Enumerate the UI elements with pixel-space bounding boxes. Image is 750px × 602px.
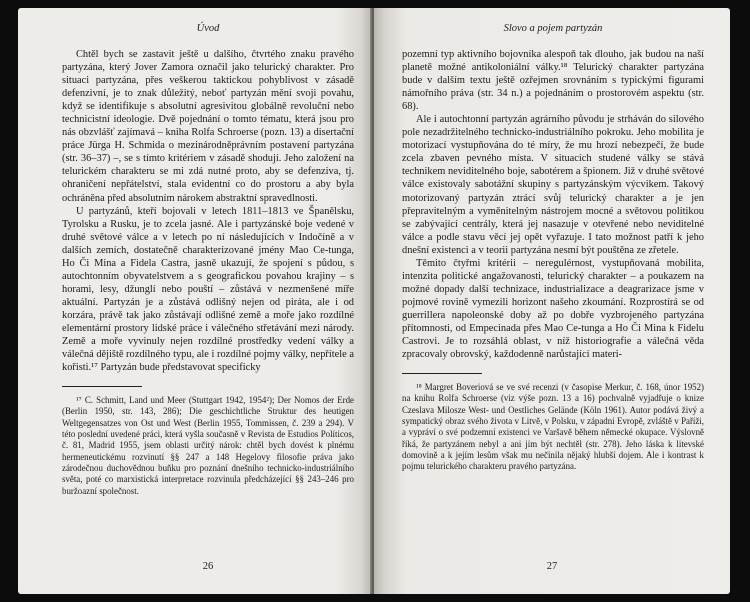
open-book xyxy=(18,8,730,594)
left-running-head: Úvod xyxy=(196,23,220,34)
right-page xyxy=(374,8,730,594)
left-paragraph-2: U partyzánů, kteří bojovali v letech 1811–1813 ve Španělsku, Tyrolsku a Rusku, je to zcela jasné. Ale i partyzánské boje vedené v druhé světové válce a v letech po ní následujících v Indočíně a v dalších zemích, dostatečně charakterizované jmény Mao Ce-tunga, Ho Či Mina a Fidela Castra, jasně ukazují, že spojení s půdou, s autochtonním obyvatelstvem a s geografickou povahou krajiny – s horami, lesy, džunglí nebo pouští – zůstává v nezmenšené míře aktuální. Partyzán je a zůstává odlišný nejen od piráta, ale i od korzára, právě tak jako zůstávají odlišné země a moře jako rozdílné elementární prostory lidské práce i válečného střetávání mezi národy. Země a moře vyvinuly nejen rozdílné prostředky vedení války a válečná dějiště rozdílného typu, ale i rozdílné pojmy války, nepřítele a kořisti.¹⁷ Partyzán bude představovat specificky xyxy=(62,205,354,374)
left-footnote-17: ¹⁷ C. Schmitt, Land und Meer (Stuttgart 1942, 1954²); Der Nomos der Erde (Berlin 1950, str. 143, 286); Die geschichtliche Struktur des heutigen Weltgegensatzes von Ost und West (Berlin 1955, Tommissen, č. 239 a 294). V této poslední uvedené práci, která vyšla současně v Revista de Estudios Políticos, č. 81, Madrid 1955, jsem oblasti určitý nárok: chtěl bych dovést k plnému hermeneutickému rozvinutí §§ 247 a 148 Hegelovy filosofie práva jako zárodečnou duchovědnou buňku pro poznání dnešního technicko-industriálního světa, poté co marxistická interpretace rozvinula předcházející §§ 243–246 pro buržoazní společnost. xyxy=(62,395,354,496)
right-paragraph-continued: pozemní typ aktivního bojovníka alespoň tak dlouho, jak budou na naší planetě možné antikoloniální války.¹⁸ Telurický charakter partyzána bude v dalším textu ještě ozřejmen srovnáním s typickými figurami námořního práva (str. 34 n.) a pojednáním o prostorovém aspektu (str. 68). xyxy=(402,49,704,113)
left-page xyxy=(18,8,372,594)
left-body-text xyxy=(62,48,354,374)
right-paragraph-1: Ale i autochtonní partyzán agrárního původu je strháván do silového pole nezadržitelného technicko-industriálního pokroku. Jeho mobilita je motorizací vystupňována do té míry, že mu hrozí nebezpečí, že bude zcela zbaven pevného místa. V situacích studené války se stává technikem neviditelného boje, sabotérem a špionem. Již v druhé světové válce existovaly sabotážní skupiny s partyzánským výcvikem. Takový motorizovaný partyzán ztrácí svůj telurický charakter a je jen přepravitelným a vyměnitelným nástrojem mocné a světovou politikou se zabývající centrály, která jej nasazuje v otevřené nebo neviditelné válce a podle stavu věcí jej opět vyřazuje. I tato možnost patří k jeho dnešní existenci a v teorii partyzána nesmí být pouštěna ze zřetele. xyxy=(402,114,704,256)
right-body-text xyxy=(402,48,704,361)
right-page-number: 27 xyxy=(546,561,558,572)
right-footnote-18: ¹⁸ Margret Boveriová se ve své recenzi (v časopise Merkur, č. 168, únor 1952) na knihu Rolfa Schroerse (viz výše pozn. 13 a 16) pochvalně vyjadřuje o knize Czeslava Milosze West- und Oestliches Gelände (Köln 1961). Autor podává živý a sympatický obraz svého života v Litvě, v Polsku, v západní Evropě, zvláště v Paříži, a vypráví o své podzemní existenci ve Varšavě během německé okupace. Výslovně říká, že partyzánem nebyl a ani jím být nechtěl (str. 278). Jeho láska k litevské domovině a k jejím lesům však mu nečinila nějaký hlubší dojem. Ale i kontrast k pojmu telurického charakteru pravého partyzána. xyxy=(402,382,704,472)
right-paragraph-2: Těmito čtyřmi kritérii – neregulérnost, vystupňovaná mobilita, intenzita politické angažovanosti, telurický charakter – a poukazem na možné dopady další technizace, industrializace a deagrarizace jsme v pojmové rovině vymezili horizont našeho zkoumání. Rozprostírá se od guerrillera napoleonské doby až po dobře vyzbrojeného partyzána přítomnosti, od Empecinada přes Mao Ce-tunga a Ho Či Mina k Fidelu Castrovi. Je to rozsáhlá oblast, v níž historiografie a válečná věda zpracovaly obrovský, každodenně narůstající materi- xyxy=(402,257,704,361)
left-paragraph-1: Chtěl bych se zastavit ještě u dalšího, čtvrtého znaku pravého partyzána, který Jover Zamora označil jako telurický charakter. Pro situaci partyzána, přes veškerou taktickou pohyblivost v zásadě defenzivní, je to znak důležitý, neboť partyzán mění svoji povahu, když se identifikuje s absolutní agresivitou globálně revoluční nebo technicistní ideologie. Dvě pojednání o tomto tématu, která jsou pro nás obzvlášť zajímavá – kniha Rolfa Schroerse (pozn. 13) a disertační práce Jürga H. Schmida o mezinárodněprávním postavení partyzána (str. 36–37) –, se s tímto kritériem v zásadě shodují. Jeho založení na telurickém charakteru se mi zdá nutné proto, aby se defenziva, tj. ohraničení nepřátelství, stala evidentní co do prostoru a aby byla ochráněna před absolutním nárokem abstraktní spravedlnosti. xyxy=(62,49,354,204)
left-page-number: 26 xyxy=(202,561,214,572)
right-running-head: Slovo a pojem partyzán xyxy=(503,23,603,34)
right-footnote-rule xyxy=(402,373,482,374)
left-footnote-rule xyxy=(62,386,142,387)
